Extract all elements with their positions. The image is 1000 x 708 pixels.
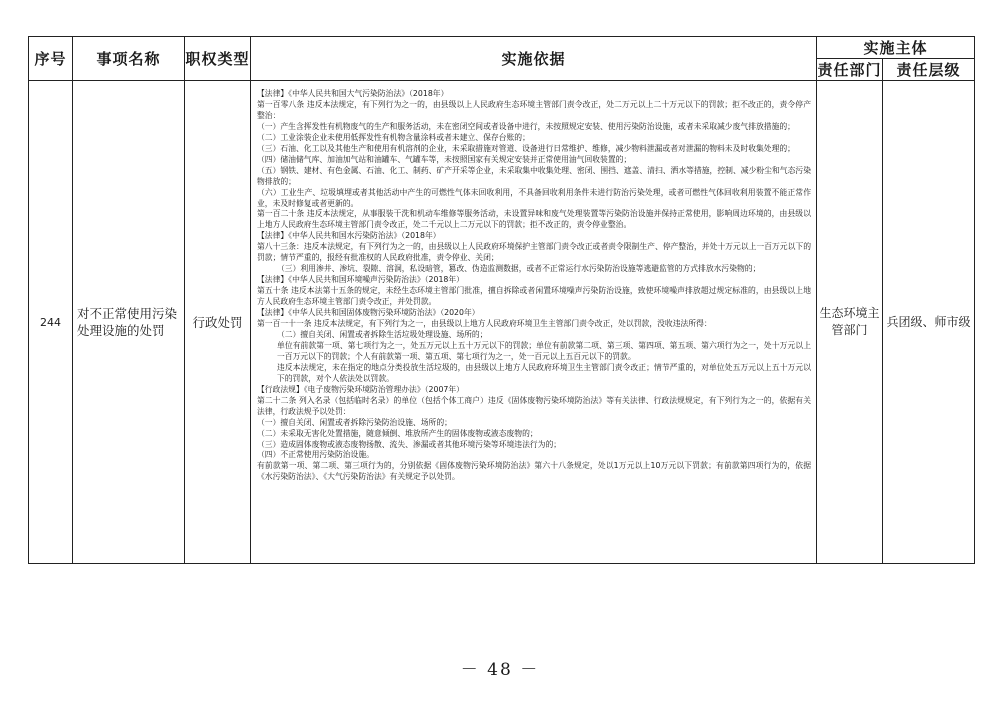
- row-level: 兵团级、师市级: [883, 81, 975, 564]
- basis-line: （一）擅自关闭、闲置或者拆除污染防治设施、场所的；: [257, 417, 452, 427]
- basis-line: 【法律】《中华人民共和国大气污染防治法》（2018年）: [257, 89, 449, 98]
- header-item-name: 事项名称: [73, 37, 185, 81]
- header-power-type: 职权类型: [185, 37, 251, 81]
- basis-line: 【法律】《中华人民共和国固体废物污染环境防治法》（2020年）: [257, 308, 480, 318]
- basis-line: （一）产生含挥发性有机物废气的生产和服务活动，未在密闭空间或者设备中进行，未按照规定安装、使用污染防治设施，或者未采取减少废气排放措施的；: [257, 121, 795, 131]
- row-power-type: 行政处罚: [185, 81, 251, 564]
- header-seq: 序号: [29, 37, 73, 81]
- basis-line: （二）工业涂装企业未使用低挥发性有机物含量涂料或者未建立、保存台账的；: [257, 132, 530, 142]
- header-subject: 实施主体: [817, 37, 975, 59]
- basis-line: （三）利用渗井、渗坑、裂隙、溶洞，私设暗管，篡改、伪造监测数据，或者不正常运行水污染防治设施等逃避监管的方式排放水污染物的；: [277, 264, 761, 274]
- header-dept: 责任部门: [817, 59, 883, 81]
- row-item-name: 对不正常使用污染处理设施的处罚: [73, 81, 185, 564]
- basis-line: （三）造成固体废物或液态废物扬散、流失、渗漏或者其他环境污染等环境违法行为的；: [257, 439, 562, 449]
- row-dept: 生态环境主管部门: [817, 81, 883, 564]
- row-basis: [251, 81, 817, 564]
- basis-line: 第一百零八条 违反本法规定，有下列行为之一的，由县级以上人民政府生态环境主管部门责令改正，处二万元以上二十万元以下的罚款；拒不改正的，责令停产整治：: [257, 99, 811, 120]
- basis-line: 【法律】《中华人民共和国水污染防治法》（2018年）: [257, 231, 441, 241]
- basis-line: 单位有前款第一项、第七项行为之一，处五万元以上五十万元以下的罚款；单位有前款第二项、第三项、第四项、第五项、第六项行为之一，处十万元以上一百万元以下的罚款；个人有前款第一项、第五项、第七项行为之一，处一百元以上五百元以下的罚款。: [277, 340, 811, 361]
- row-seq: 244: [29, 81, 73, 564]
- header-level: 责任层级: [883, 59, 975, 81]
- basis-line: （五）钢铁、建材、有色金属、石油、化工、制药、矿产开采等企业，未采取集中收集处理、密闭、围挡、遮盖、清扫、洒水等措施，控制、减少粉尘和气态污染物排放的；: [257, 165, 811, 186]
- basis-line: 第一百一十一条 违反本法规定，有下列行为之一，由县级以上地方人民政府环境卫生主管部门责令改正，处以罚款，没收违法所得：: [257, 319, 712, 329]
- basis-line: 第五十条 违反本法第十五条的规定，未经生态环境主管部门批准，擅自拆除或者闲置环境噪声污染防治设施，致使环境噪声排放超过规定标准的，由县级以上地方人民政府生态环境主管部门责令改正，并处罚款。: [257, 286, 811, 307]
- basis-line: （二）未采取无害化处置措施，随意倾倒、堆放所产生的固体废物或液态废物的；: [257, 428, 538, 438]
- header-basis: 实施依据: [251, 37, 817, 81]
- enforcement-table: [28, 36, 975, 564]
- basis-line: 违反本法规定，未在指定的地点分类投放生活垃圾的，由县级以上地方人民政府环境卫生主管部门责令改正；情节严重的，对单位处五万元以上五十万元以下的罚款，对个人依法处以罚款。: [277, 362, 811, 383]
- basis-line: （四）储油储气库、加油加气站和油罐车、气罐车等，未按照国家有关规定安装并正常使用油气回收装置的；: [257, 154, 632, 164]
- basis-line: 第八十三条：违反本法规定，有下列行为之一的，由县级以上人民政府环境保护主管部门责令改正或者责令限制生产、停产整治，并处十万元以上一百万元以下的罚款；情节严重的，报经有批准权的人民政府批准，责令停业、关闭；: [257, 242, 811, 263]
- basis-line: （四）不正常使用污染防治设施。: [257, 450, 374, 460]
- table-row: [29, 81, 975, 564]
- basis-line: （六）工业生产、垃圾填埋或者其他活动中产生的可燃性气体未回收利用，不具备回收利用条件未进行防治污染处理，或者可燃性气体回收利用装置不能正常作业，未及时修复或者更新的。: [257, 187, 811, 208]
- page-number: － 48 －: [460, 660, 540, 680]
- basis-line: 【行政法规】《电子废物污染环境防治管理办法》（2007年）: [257, 384, 464, 394]
- basis-line: 有前款第一项、第二项、第三项行为的，分别依据《固体废物污染环境防治法》第六十八条规定，处以1万元以上10万元以下罚款；有前款第四项行为的，依据《水污染防治法》、《大气污染防治法》有关规定予以处罚。: [257, 461, 811, 482]
- basis-line: 【法律】《中华人民共和国环境噪声污染防治法》（2018年）: [257, 275, 464, 285]
- enforcement-table-container: [28, 36, 974, 564]
- basis-line: 第一百二十条 违反本法规定，从事服装干洗和机动车维修等服务活动，未设置异味和废气处理装置等污染防治设施并保持正常使用，影响周边环境的，由县级以上地方人民政府生态环境主管部门责令改正，处二千元以上二万元以下的罚款；拒不改正的，责令停业整治。: [257, 209, 811, 230]
- basis-line: （二）擅自关闭、闲置或者拆除生活垃圾处理设施、场所的；: [277, 329, 488, 339]
- basis-line: 第二十二条 列入名录（包括临时名录）的单位（包括个体工商户）违反《固体废物污染环境防治法》等有关法律、行政法规规定，有下列行为之一的，依据有关法律，行政法规予以处罚：: [257, 395, 811, 416]
- basis-line: （三）石油、化工以及其他生产和使用有机溶剂的企业，未采取措施对管道、设备进行日常维护、维修，减少物料泄漏或者对泄漏的物料未及时收集处理的；: [257, 143, 795, 153]
